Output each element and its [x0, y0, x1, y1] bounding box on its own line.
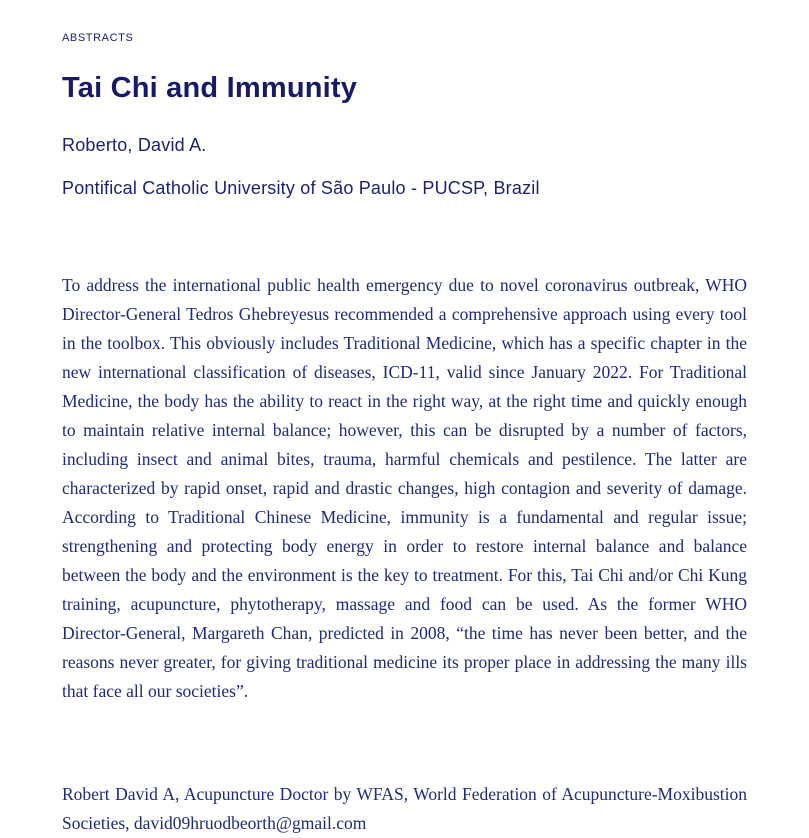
author-affiliation: Pontifical Catholic University of São Paulo - PUCSP, Brazil [62, 178, 540, 198]
author-contact-note: Robert David A, Acupuncture Doctor by WFAS, World Federation of Acupuncture-Moxibustion Societies, david09hruodbeorth@gmail.com [62, 784, 747, 833]
author-name: Roberto, David A. [62, 135, 207, 155]
section-label: ABSTRACTS [62, 32, 134, 44]
page-title: Tai Chi and Immunity [62, 72, 358, 104]
abstract-body: To address the international public health emergency due to novel coronavirus outbreak, WHO Director-General Tedros Ghebreyesus recommended a comprehensive approach using every tool in the toolbox. This obviously includes Traditional Medicine, which has a specific chapter in the new international classification of diseases, ICD-11, valid since January 2022. For Traditional Medicine, the body has the ability to react in the right way, at the right time and quickly enough to maintain relative internal balance; however, this can be disrupted by a number of factors, including insect and animal bites, trauma, harmful chemicals and pestilence. The latter are characterized by rapid onset, rapid and drastic changes, high contagion and severity of damage. According to Traditional Chinese Medicine, immunity is a fundamental and regular issue; strengthening and protecting body energy in order to restore internal balance and balance between the body and the environment is the key to treatment. For this, Tai Chi and/or Chi Kung training, acupuncture, phytotherapy, massage and food can be used. As the former WHO Director-General, Margareth Chan, predicted in 2008, “the time has never been better, and the reasons never greater, for giving traditional medicine its proper place in addressing the many ills that face all our societies”. [62, 275, 747, 701]
